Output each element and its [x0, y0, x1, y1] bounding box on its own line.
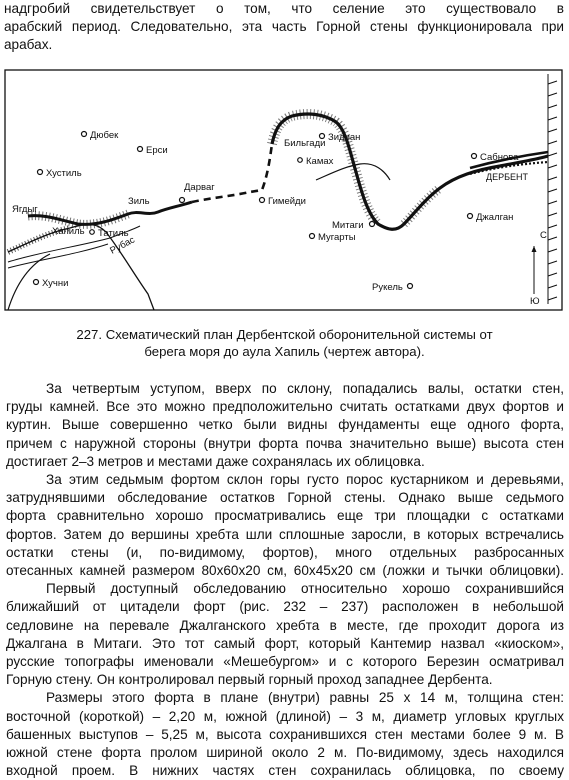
place-darvag: Дарваг	[184, 182, 215, 193]
body-line: отесанных камней размером 80х60х20 см, 60х45х20 см (ложки и тычки облицовки).	[6, 563, 564, 578]
coastline	[548, 74, 557, 304]
compass-south: Ю	[530, 296, 540, 307]
body-line: Первый доступный обследованию относительно хорошо сохранившийся	[46, 581, 564, 597]
body-line: причем с наружной стороны (внутри форта почва значительно выше) высота стен	[6, 435, 564, 451]
body-line: Размеры этого форта в плане (внутри) равны 25 х 14 м, толщина стен:	[46, 690, 564, 706]
place-dyubek: Дюбек	[90, 130, 119, 141]
place-bilgadi: Бильгади	[284, 138, 326, 149]
body-line: башенных выступов – 5,25 м, высота сохранившихся стен местами более 9 м. В	[6, 726, 564, 742]
body-line: южной стене форта пролом шириной около 2 м. По-видимому, здесь находился	[6, 745, 564, 760]
compass-north: С	[540, 230, 547, 241]
intro-line-1: надгробий свидетельствует о том, что селение это существовало в	[4, 1, 564, 16]
figure-caption-line-2: берега моря до аула Хапиль (чертеж автора).	[144, 344, 425, 359]
map-frame	[5, 70, 562, 310]
place-rukel: Рукель	[372, 282, 403, 293]
defense-system-map	[0, 64, 569, 322]
place-zidyan: Зидиан	[328, 132, 361, 143]
intro-line-2: арабский период. Следовательно, эта часть Горной стены функционировала при	[4, 19, 564, 34]
place-kamakh: Камах	[306, 156, 334, 167]
body-line: За четвертым уступом, вверх по склону, попадались валы, остатки стен,	[46, 381, 564, 396]
place-ersi: Ерси	[146, 145, 168, 156]
place-mugarty: Мугарты	[318, 232, 356, 243]
mountain-wall-dashed	[192, 144, 272, 202]
place-gimeydi: Гимейди	[268, 196, 306, 207]
place-mitagi: Митаги	[332, 220, 364, 231]
body-line: входной проем. В нижних частях стен сохранилась облицовка, по своему	[6, 763, 564, 779]
body-line: русские топографы именовали «Мешебургом» и с которого Березин осматривал	[6, 654, 564, 669]
body-line: восточной (короткой) – 2,20 м, южной (длиной) – 3 м, диаметр угловых круглых	[6, 708, 564, 724]
place-khustil: Хустиль	[46, 168, 82, 179]
place-khuchni: Хучни	[42, 278, 69, 289]
body-line: ближайший от цитадели форт (рис. 232 – 237) расположен в небольшой	[6, 599, 564, 615]
body-line: груды камней. Все это можно предположительно считать остатками двух фортов и	[6, 399, 564, 415]
body-line: Джалгана в Митаги. Это тот самый форт, который Кантемир назвал «киоском»,	[6, 635, 564, 651]
place-sabnova: Сабнова	[480, 152, 519, 163]
intro-line-3: арабах.	[4, 37, 53, 52]
body-line: куртин. Выше совершенно четко были видны фундаменты еще одного форта,	[6, 417, 564, 433]
place-zil: Зиль	[128, 196, 150, 207]
place-khapil: Хапиль	[52, 226, 85, 237]
figure-caption-line-1: 227. Схематический план Дербентской оборонительной системы от	[76, 327, 493, 342]
body-line: Горную стену. Он контролировал первый горный проход западнее Дербента.	[6, 672, 493, 688]
body-line: остатки стены (и, по-видимому, фортов), много отдельных разбросанных	[6, 544, 564, 560]
body-line: достигает 2–3 метров и местами даже сохранялась их облицовка.	[6, 453, 425, 469]
place-rubas: Рубас	[108, 234, 137, 257]
place-derbent: ДЕРБЕНТ	[486, 172, 529, 182]
place-yagdyg: Ягдыг	[12, 204, 38, 215]
place-tatil: Татиль	[98, 228, 129, 239]
place-dzhalgan: Джалган	[476, 212, 514, 223]
body-line: форта сравнительно хорошо просматривались еще три площадки с остатками	[6, 508, 564, 524]
body-line: фортов. Затем до вершины хребта шли сплошные заросли, в которых встречались	[6, 526, 564, 542]
body-line: За этим седьмым фортом склон горы густо порос кустарником и деревьями,	[46, 472, 564, 487]
body-line: затруднявшими обследование остатков Горной стены. Однако выше седьмого	[6, 490, 564, 506]
body-line: седловине на перевале Джалганского хребта в месте, где проходит дорога из	[6, 617, 564, 633]
